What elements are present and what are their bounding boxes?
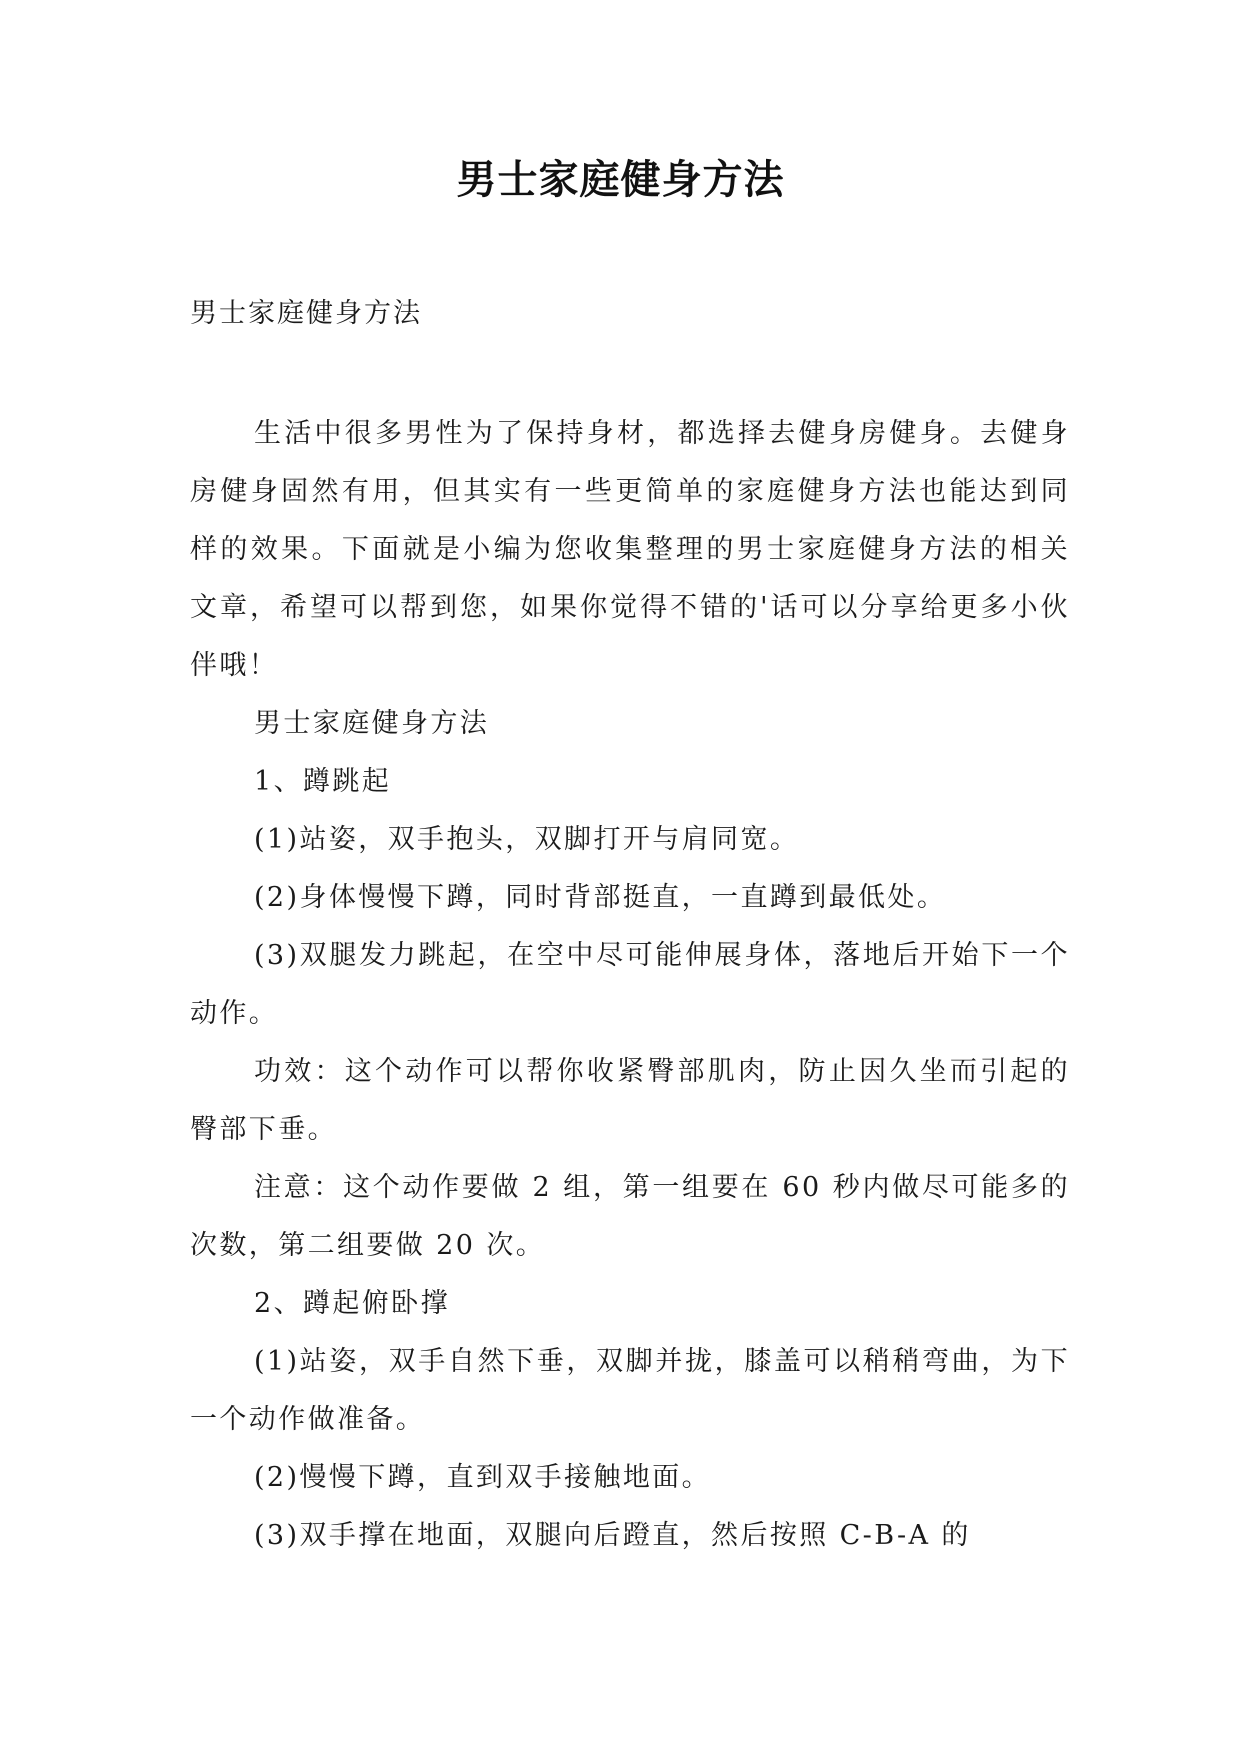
- document-subtitle: 男士家庭健身方法: [190, 298, 422, 329]
- paragraph-exercise-2-title: 2、蹲起俯卧撑: [254, 1288, 450, 1319]
- paragraph-exercise-1-step-3: (3)双腿发力跳起，在空中尽可能伸展身体，落地后开始下一个动作。: [190, 940, 1070, 1029]
- paragraph-exercise-1-step-2: (2)身体慢慢下蹲，同时背部挺直，一直蹲到最低处。: [254, 882, 947, 913]
- document-body: [190, 405, 1070, 1565]
- paragraph-exercise-2-step-1: (1)站姿，双手自然下垂，双脚并拢，膝盖可以稍稍弯曲，为下一个动作做准备。: [190, 1346, 1070, 1435]
- paragraph-intro: 生活中很多男性为了保持身材，都选择去健身房健身。去健身房健身固然有用，但其实有一些更简单的家庭健身方法也能达到同样的效果。下面就是小编为您收集整理的男士家庭健身方法的相关文章，希望可以帮到您，如果你觉得不错的'话可以分享给更多小伙伴哦！: [190, 418, 1070, 681]
- paragraph-exercise-1-step-1: (1)站姿，双手抱头，双脚打开与肩同宽。: [254, 824, 800, 855]
- paragraph-exercise-2-step-3: (3)双手撑在地面，双腿向后蹬直，然后按照 C-B-A 的: [254, 1520, 971, 1551]
- paragraph-exercise-2-step-2: (2)慢慢下蹲，直到双手接触地面。: [254, 1462, 712, 1493]
- paragraph-exercise-1-note: 注意：这个动作要做 2 组，第一组要在 60 秒内做尽可能多的次数，第二组要做 20 次。: [190, 1172, 1070, 1261]
- paragraph-section-heading: 男士家庭健身方法: [254, 708, 490, 739]
- paragraph-exercise-1-effect: 功效：这个动作可以帮你收紧臀部肌肉，防止因久坐而引起的臀部下垂。: [190, 1056, 1070, 1145]
- document-title: 男士家庭健身方法: [456, 157, 785, 203]
- paragraph-exercise-1-title: 1、蹲跳起: [254, 766, 392, 797]
